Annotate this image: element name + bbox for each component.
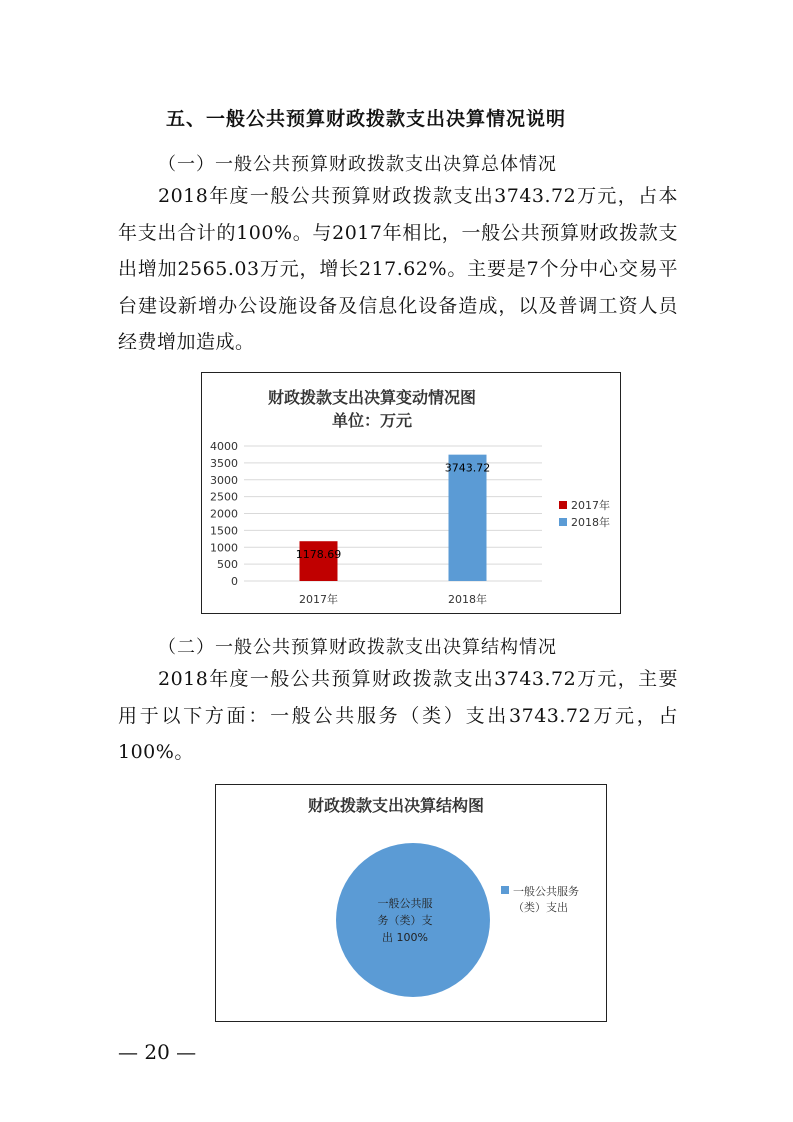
bar-ytick-label: 2500: [210, 490, 238, 504]
paragraph-overall: [118, 178, 678, 361]
pie-chart: [216, 785, 606, 1021]
legend-swatch: [559, 501, 567, 509]
bar-ytick-label: 4000: [210, 440, 238, 453]
section-heading: 五、一般公共预算财政拨款支出决算情况说明: [166, 108, 567, 130]
bar-chart-subtitle: 单位：万元: [331, 411, 413, 430]
pie-chart-box: [215, 784, 607, 1022]
bar-ytick-label: 2000: [210, 507, 238, 521]
legend-label: （类）支出: [513, 901, 568, 914]
bar-ytick-label: 1000: [210, 541, 238, 555]
subheading-overall: （一）一般公共预算财政拨款支出决算总体情况: [158, 154, 557, 175]
bar-value-label: 3743.72: [444, 461, 491, 475]
bar-ytick-label: 3500: [210, 456, 238, 470]
page-number: — 20 —: [118, 1040, 197, 1064]
pie-slice-label: 出 100%: [382, 931, 428, 944]
bar-chart: [202, 373, 620, 613]
bar-xtick-label: 2018年: [448, 593, 487, 606]
subheading-structure: （二）一般公共预算财政拨款支出决算结构情况: [158, 637, 557, 658]
pie-slice-label: 务（类）支: [377, 914, 433, 927]
bar-ytick-label: 3000: [210, 473, 238, 487]
pie-chart-title: 财政拨款支出决算结构图: [307, 796, 485, 815]
legend-swatch: [501, 886, 509, 894]
pie-slice-label: 一般公共服: [377, 897, 433, 910]
legend-label: 2018年: [571, 516, 610, 529]
bar-value-label: 1178.69: [295, 548, 342, 562]
bar-ytick-label: 500: [217, 558, 238, 572]
paragraph-structure: [118, 661, 678, 771]
bar-chart-box: [201, 372, 621, 614]
bar-chart-title: 财政拨款支出决算变动情况图: [267, 388, 477, 407]
legend-swatch: [559, 518, 567, 526]
bar-xtick-label: 2017年: [299, 593, 338, 606]
legend-label: 一般公共服务: [513, 885, 579, 898]
paragraph-structure-text: 2018年度一般公共预算财政拨款支出3743.72万元，主要用于以下方面：一般公共服务（类）支出3743.72万元，占100%。: [118, 668, 678, 763]
bar-ytick-label: 1500: [210, 524, 238, 538]
legend-label: 2017年: [571, 499, 610, 512]
bar-ytick-label: 0: [231, 575, 238, 588]
paragraph-overall-text: 2018年度一般公共预算财政拨款支出3743.72万元，占本年支出合计的100%。与2017年相比，一般公共预算财政拨款支出增加2565.03万元，增长217.62%。主要是7个分中心交易平台建设新增办公设施设备及信息化设备造成，以及普调工资人员经费增加造成。: [118, 185, 678, 353]
